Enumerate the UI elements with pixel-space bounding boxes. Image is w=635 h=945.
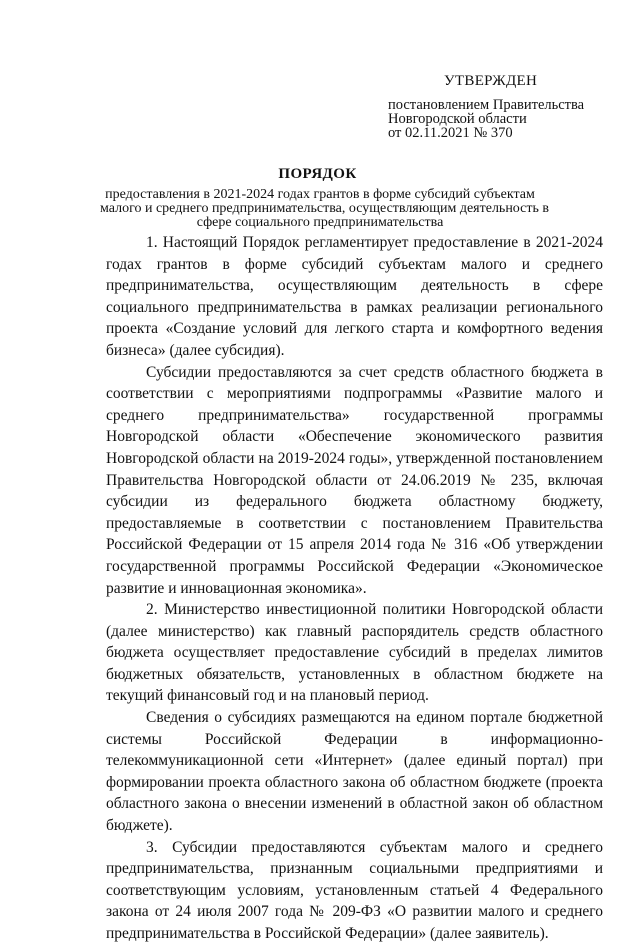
paragraph-4: Сведения о субсидиях размещаются на едином портале бюджетной системы Российской Федерации в информационно-телекоммуникационной сети «Интернет» (далее единый портал) при формировании проекта областного закона об областном бюджете (проекта областного закона о внесении изменений в областной закон об областном бюджете).: [106, 709, 603, 835]
subtitle-line-3: сфере социального предпринимательства: [196, 215, 444, 230]
subtitle-line-2: малого и среднего предпринимательства, осуществляющим деятельность в: [100, 201, 549, 216]
approval-line-1: постановлением Правительства: [388, 97, 585, 113]
approval-heading: УТВЕРЖДЕН: [444, 73, 538, 89]
approval-line-2: Новгородской области: [388, 111, 527, 127]
approval-line-3: от 02.11.2021 № 370: [388, 125, 513, 141]
document-title: ПОРЯДОК: [278, 166, 357, 182]
subtitle-line-1: предоставления в 2021-2024 годах грантов в форме субсидий субъектам: [105, 187, 535, 202]
paragraph-2: Субсидии предоставляются за счет средств областного бюджета в соответствии с мероприятиями подпрограммы «Развитие малого и среднего предпринимательства» государственной программы Новгородской области «Обеспечение экономического развития Новгородской области на 2019-2024 годы», утвержденной постановлением Правительства Новгородской области от 24.06.2019 № 235, включая субсидии из федерального бюджета областному бюджету, предоставляемые в соответствии с постановлением Правительства Российской Федерации от 15 апреля 2014 года № 316 «Об утверждении государственной программы Российской Федерации «Экономическое развитие и инновационная экономика».: [106, 363, 603, 597]
approval-block: [388, 74, 608, 140]
paragraph-3: 2. Министерство инвестиционной политики Новгородской области (далее министерство) как главный распорядитель средств областного бюджета осуществляет предоставление субсидий в пределах лимитов бюджетных обязательств, установленных в областном бюджете на текущий финансовый год и на плановый период.: [106, 601, 603, 705]
paragraph-5: 3. Субсидии предоставляются субъектам малого и среднего предпринимательства, признанным социальными предприятиями и соответствующим условиям, установленным статьей 4 Федерального закона от 24 июля 2007 года № 209-ФЗ «О развитии малого и среднего предпринимательства в Российской Федерации» (далее заявитель).: [106, 838, 603, 942]
document-body: [106, 232, 603, 945]
paragraph-1: 1. Настоящий Порядок регламентирует предоставление в 2021-2024 годах грантов в форме субсидий субъектам малого и среднего предпринимательства, осуществляющим деятельность в сфере социального предпринимательства в рамках реализации регионального проекта «Создание условий для легкого старта и комфортного ведения бизнеса» (далее субсидия).: [106, 234, 603, 359]
document-subtitle: [100, 187, 549, 230]
